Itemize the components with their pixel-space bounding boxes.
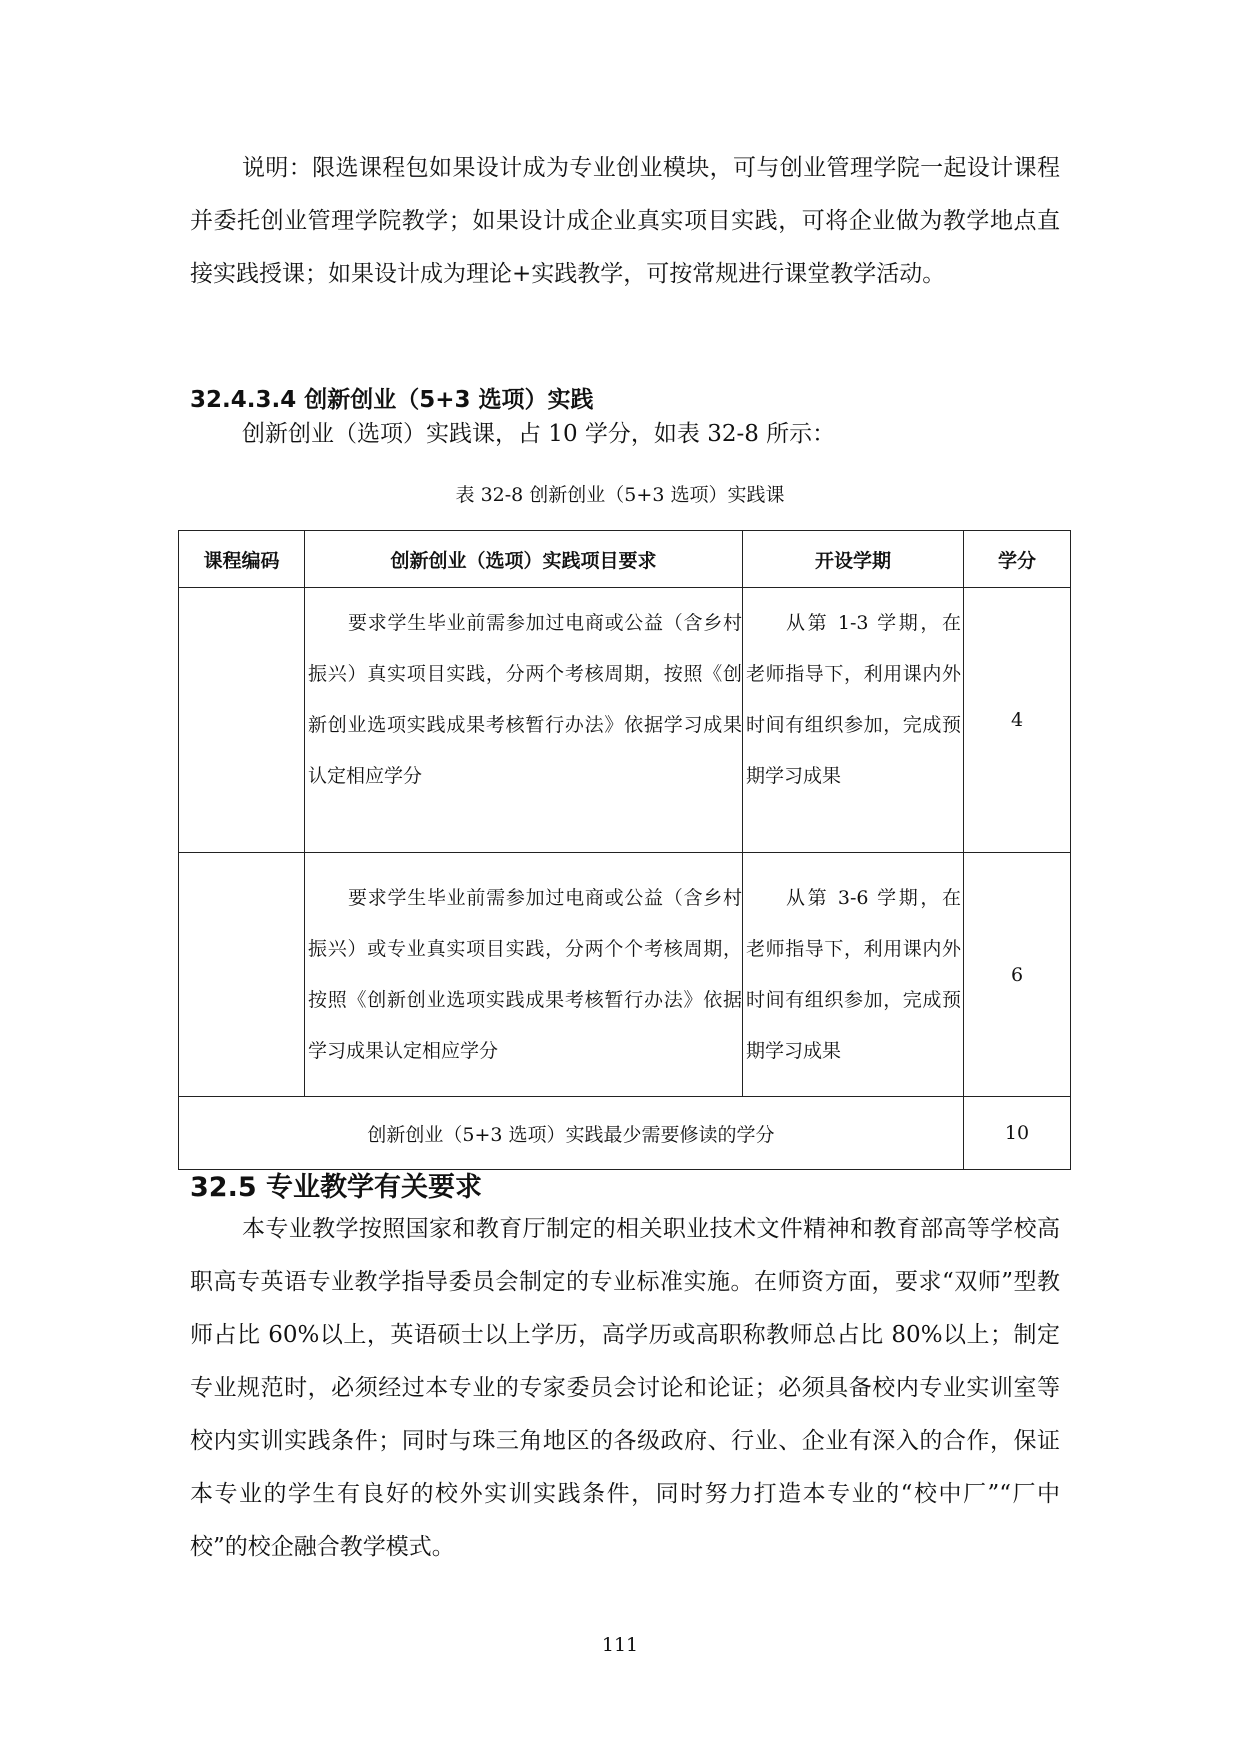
term-text: 从第 3-6 学期，在老师指导下，利用课内外时间有组织参加，完成预期学习成果 — [746, 886, 961, 1062]
cell-term — [743, 853, 964, 1097]
section-heading-32-4-3-4: 32.4.3.4 创新创业（5+3 选项）实践 — [190, 387, 594, 413]
header-course-code: 课程编码 — [179, 531, 305, 588]
header-credits: 学分 — [964, 531, 1071, 588]
intro-paragraph: 说明：限选课程包如果设计成为专业创业模块，可与创业管理学院一起设计课程并委托创业管理学院教学；如果设计成企业真实项目实践，可将企业做为教学地点直接实践授课；如果设计成为理论+实践教学，可按常规进行课堂教学活动。 — [190, 155, 1060, 287]
practice-course-table — [178, 530, 1071, 1170]
cell-requirement — [305, 853, 743, 1097]
section-5-body: 本专业教学按照国家和教育厅制定的相关职业技术文件精神和教育部高等学校高职高专英语专业教学指导委员会制定的专业标准实施。在师资方面，要求“双师”型教师占比 60%以上，英语硕士以上学历，高学历或高职称教师总占比 80%以上；制定专业规范时，必须经过本专业的专家委员会讨论和论证；必须具备校内专业实训室等校内实训实践条件；同时与珠三角地区的各级政府、行业、企业有深入的合作，保证本专业的学生有良好的校外实训实践条件，同时努力打造本专业的“校中厂”“厂中校”的校企融合教学模式。 — [190, 1216, 1060, 1560]
section-4-body: 创新创业（选项）实践课，占 10 学分，如表 32-8 所示： — [242, 421, 836, 447]
table-total-row — [179, 1097, 1071, 1170]
total-credits: 10 — [964, 1097, 1071, 1170]
page-number: 111 — [601, 1634, 639, 1656]
table-header-row — [179, 531, 1071, 588]
header-requirement: 创新创业（选项）实践项目要求 — [305, 531, 743, 588]
table-caption: 表 32-8 创新创业（5+3 选项）实践课 — [455, 484, 785, 506]
cell-term — [743, 588, 964, 853]
cell-credits: 6 — [964, 853, 1071, 1097]
table-row — [179, 853, 1071, 1097]
cell-requirement — [305, 588, 743, 853]
total-label: 创新创业（5+3 选项）实践最少需要修读的学分 — [179, 1097, 964, 1170]
requirement-text: 要求学生毕业前需参加过电商或公益（含乡村振兴）真实项目实践，分两个考核周期，按照《创新创业选项实践成果考核暂行办法》依据学习成果认定相应学分 — [308, 612, 742, 787]
table-row — [179, 588, 1071, 853]
cell-credits: 4 — [964, 588, 1071, 853]
header-term: 开设学期 — [743, 531, 964, 588]
cell-course-code — [179, 588, 305, 853]
cell-course-code — [179, 853, 305, 1097]
section-heading-32-5: 32.5 专业教学有关要求 — [190, 1172, 483, 1203]
requirement-text: 要求学生毕业前需参加过电商或公益（含乡村振兴）或专业真实项目实践，分两个个考核周期，按照《创新创业选项实践成果考核暂行办法》依据学习成果认定相应学分 — [308, 886, 742, 1062]
term-text: 从第 1-3 学期，在老师指导下，利用课内外时间有组织参加，完成预期学习成果 — [746, 612, 961, 787]
